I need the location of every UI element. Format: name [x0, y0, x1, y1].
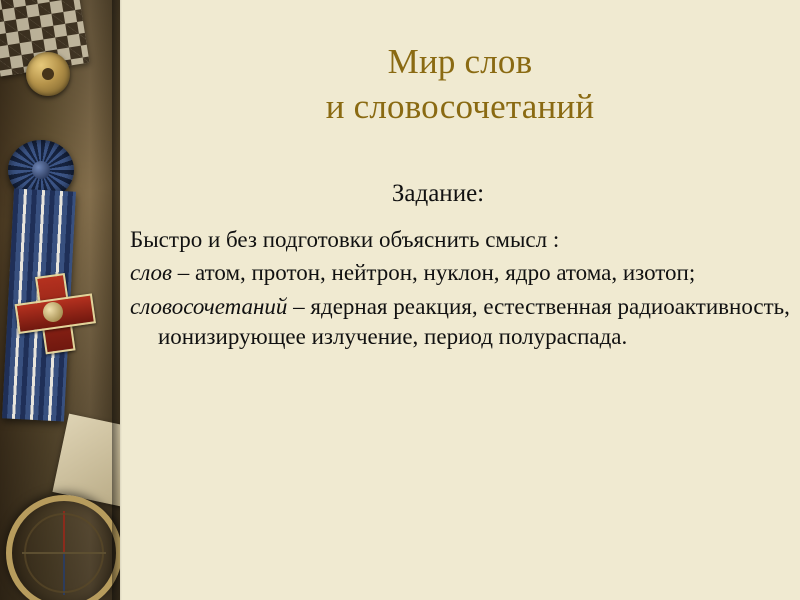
strip-shadow-edge: [112, 0, 122, 600]
list-item: [124, 258, 792, 288]
list-item: [124, 292, 792, 352]
list-item-term: слов: [130, 260, 173, 286]
slide-body: [124, 178, 792, 356]
paper-scrap-icon: [52, 414, 120, 507]
brass-disc-icon: [26, 52, 70, 96]
slide-title: [140, 40, 780, 130]
list-item-term: словосочетаний: [130, 294, 288, 320]
maltese-cross-icon: [11, 270, 95, 354]
slide-title-line-2: и словосочетаний: [325, 86, 595, 126]
intro-text: Быстро и без подготовки объяснить смысл :: [130, 226, 560, 252]
slide-title-line-1: Мир слов: [387, 42, 533, 81]
list-item-text: – ядерная реакция, естественная радиоактивность, ионизирующее излучение, период полураспада.: [158, 294, 790, 350]
decorative-photo-strip: [0, 0, 120, 600]
compass-icon: [6, 495, 120, 600]
list-item-text: – атом, протон, нейтрон, нуклон, ядро атома, изотоп;: [172, 260, 696, 286]
task-label: Задание:: [391, 180, 485, 207]
